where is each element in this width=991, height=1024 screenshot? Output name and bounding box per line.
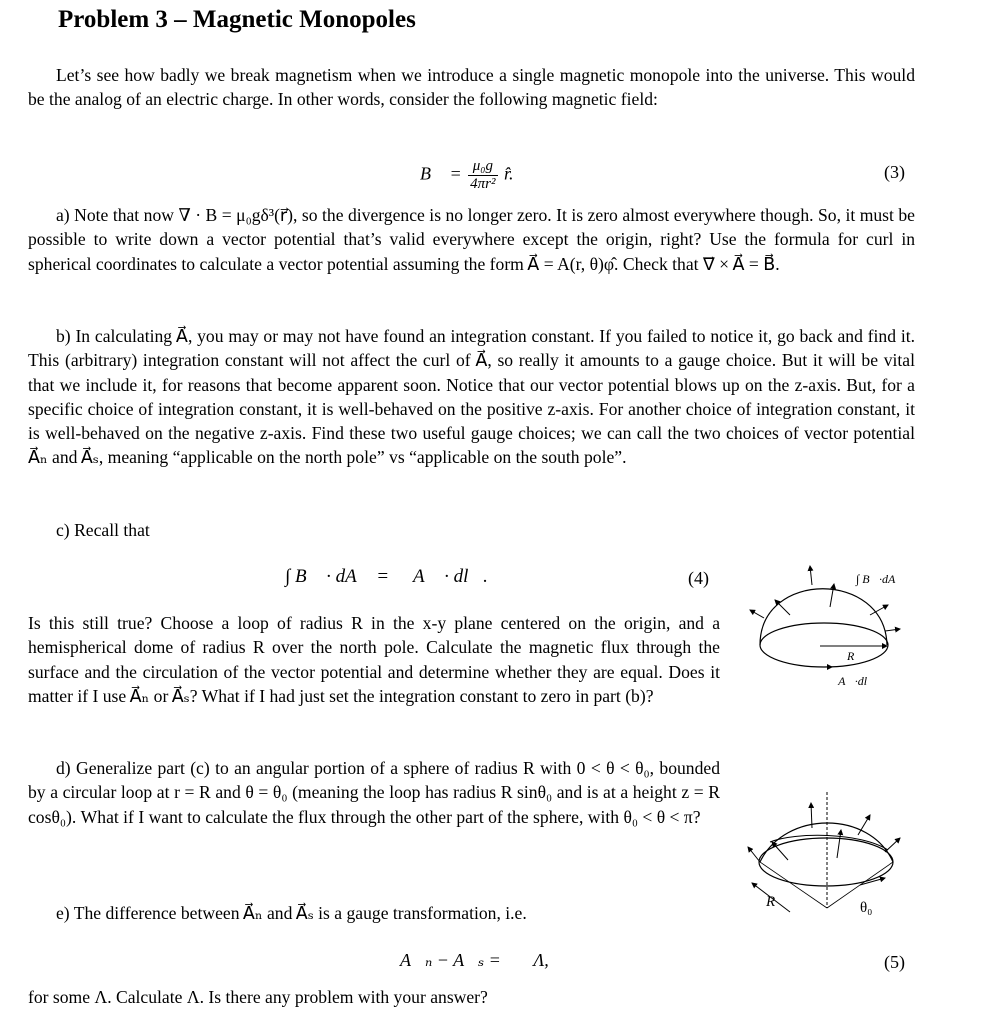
part-c-intro: c) Recall that (56, 520, 150, 540)
eq5-label: (5) (884, 952, 905, 972)
eq3-denominator: 4πr² (470, 176, 496, 192)
hemisphere-figure (740, 550, 920, 700)
flux-label: ∫ B⃗·dA⃗ (856, 572, 905, 586)
radius-label: R (847, 649, 855, 663)
eq3-numerator: μ₀g (468, 158, 497, 176)
part-c: Is this still true? Choose a loop of radius R in the x-y plane centered on the origin, and a hemispherical dome of radius R over the north pole. Calculate the magnetic flux through the surface and the circulation of the vector potential and determine whether they are equal. Does it matter if I use A⃗ₙ or A⃗ₛ? What if I had just set the integration constant to zero in part (b)? (28, 613, 720, 706)
part-d: d) Generalize part (c) to an angular portion of a sphere of radius R with 0 < θ < θ₀, bounded by a circular loop at r = R and θ = θ₀ (meaning the loop has radius R sinθ₀ and is at a height z = R cosθ₀). What if I want to calculate the flux through the other part of the sphere, with θ₀ < θ < π? (28, 758, 720, 827)
eq3-label: (3) (884, 162, 905, 182)
radius-label: R (766, 894, 776, 910)
problem-title: Problem 3 – Magnetic Monopoles (58, 6, 416, 33)
angle-label: θ₀ (860, 900, 873, 916)
spherical-cap-figure (740, 770, 920, 930)
closing-paragraph: for some Λ. Calculate Λ. Is there any problem with your answer? (28, 987, 488, 1007)
eq3-rhs: r̂. (504, 163, 514, 184)
eq4-label: (4) (688, 568, 709, 588)
part-b: b) In calculating A⃗, you may or may not have found an integration constant. If you failed to notice it, go back and find it. This (arbitrary) integration constant will not affect the curl of A⃗, so really it amounts to a gauge choice. But it will be vital that we include it, for reasons that become apparent soon. Notice that our vector potential blows up on the z-axis. But, for a specific choice of integration constant, it is well-behaved on the positive z-axis. For another choice of integration constant, it is well-behaved on the negative z-axis. Find these two useful gauge choices; we can call the two choices of vector potential A⃗ₙ and A⃗ₛ, meaning “applicable on the north pole” vs “applicable on the south pole”. (28, 326, 915, 468)
eq3-lhs: B⃗ = (420, 163, 462, 184)
circulation-label: ∮ A⃗·dl⃗ (826, 674, 877, 688)
part-a: a) Note that now ∇ · B = μ₀gδ³(r⃗), so the divergence is no longer zero. It is zero almost everywhere though. So, it must be possible to write down a vector potential that’s valid everywhere except the origin, right? Use the formula for curl in spherical coordinates to calculate a vector potential assuming the form A⃗ = A(r, θ)φ̂. Check that ∇⃗ × A⃗ = B⃗. (28, 205, 915, 274)
intro-paragraph: Let’s see how badly we break magnetism when we introduce a single magnetic monopole into the universe. This would be the analog of an electric charge. In other words, consider the following magnetic field: (28, 65, 915, 110)
part-e: e) The difference between A⃗ₙ and A⃗ₛ is a gauge transformation, i.e. (56, 903, 527, 923)
equation-3 (420, 158, 514, 193)
equation-4: ∫ B⃗ · dA⃗ = ∮ A⃗ · dl⃗. (285, 566, 488, 587)
equation-5: A⃗ₙ − A⃗ₛ = ∇⃗Λ, (400, 950, 549, 970)
